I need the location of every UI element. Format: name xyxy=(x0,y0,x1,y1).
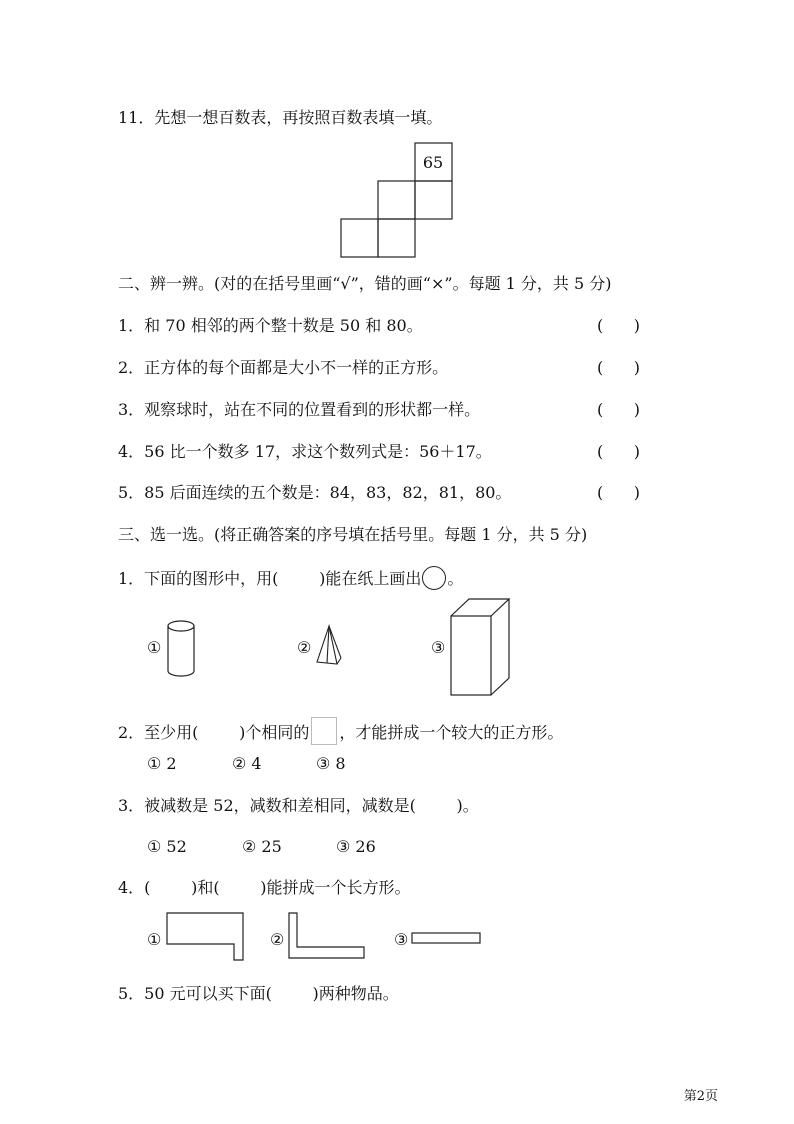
q2-option-1: ① 2 xyxy=(147,754,177,773)
sec2-answer-blank-1[interactable]: ( ) xyxy=(597,316,640,335)
sec2-item-1: 1．和 70 相邻的两个整十数是 50 和 80。 xyxy=(118,316,423,335)
q4-option-1-label: ① xyxy=(147,930,162,949)
q1-option-2-label: ② xyxy=(297,638,312,657)
q3-option-1: ① 52 xyxy=(147,837,187,856)
grid-cell-3 xyxy=(415,181,452,219)
sec3-q4-text: 4．( )和( )能拼成一个长方形。 xyxy=(118,878,411,897)
section3-title: 三、选一选。(将正确答案的序号填在括号里。每题 1 分，共 5 分) xyxy=(118,525,588,544)
sec3-q2-after: ，才能拼成一个较大的正方形。 xyxy=(339,723,564,742)
q11-text: 11．先想一想百数表，再按照百数表填一填。 xyxy=(118,108,443,127)
sec3-q2-before: 2．至少用( )个相同的 xyxy=(118,723,310,742)
cuboid-icon xyxy=(450,598,512,698)
grid-cell-5 xyxy=(378,219,415,257)
thin-bar-icon xyxy=(411,931,483,947)
sec3-q1-text xyxy=(118,566,463,590)
sec2-answer-blank-5[interactable]: ( ) xyxy=(597,483,640,502)
sec3-q5-text: 5．50 元可以买下面( )两种物品。 xyxy=(118,984,399,1003)
q4-option-2-label: ② xyxy=(270,930,285,949)
sec3-q2-text xyxy=(118,717,563,745)
sec2-item-5: 5．85 后面连续的五个数是：84，83，82，81，80。 xyxy=(118,483,512,502)
sec2-item-2: 2．正方体的每个面都是大小不一样的正方形。 xyxy=(118,358,449,377)
sec2-item-3: 3．观察球时，站在不同的位置看到的形状都一样。 xyxy=(118,400,481,419)
l-shape-icon xyxy=(288,912,368,964)
q3-option-3: ③ 26 xyxy=(336,837,376,856)
sec3-q1-question: 1．下面的图形中，用( )能在纸上画出 xyxy=(118,569,422,588)
page-number: 第2页 xyxy=(683,1089,718,1104)
section2-title: 二、辨一辨。(对的在括号里画“√”，错的画“×”。每题 1 分，共 5 分) xyxy=(118,274,612,293)
sec2-answer-blank-4[interactable]: ( ) xyxy=(597,442,640,461)
sec3-q3-text: 3．被减数是 52，减数和差相同，减数是( )。 xyxy=(118,796,479,815)
sec2-answer-blank-3[interactable]: ( ) xyxy=(597,400,640,419)
grid-cell-4 xyxy=(341,219,378,257)
hundred-chart-grid xyxy=(340,140,460,260)
cylinder-icon xyxy=(165,617,199,681)
notched-rectangle-icon xyxy=(166,912,246,964)
circle-shape-icon xyxy=(422,566,446,590)
grid-given-number: 65 xyxy=(422,153,444,172)
sec3-q1-tail: 。 xyxy=(447,569,464,588)
sec2-answer-blank-2[interactable]: ( ) xyxy=(597,358,640,377)
q2-option-2: ② 4 xyxy=(232,754,262,773)
q4-option-3-label: ③ xyxy=(394,930,409,949)
sec2-item-4: 4．56 比一个数多 17，求这个数列式是：56＋17。 xyxy=(118,442,492,461)
q1-option-3-label: ③ xyxy=(431,638,446,657)
q3-option-2: ② 25 xyxy=(242,837,282,856)
cone-icon xyxy=(315,624,343,668)
square-shape-icon xyxy=(311,717,337,745)
q1-option-1-label: ① xyxy=(147,638,162,657)
grid-cell-2 xyxy=(378,181,415,219)
q2-option-3: ③ 8 xyxy=(316,754,346,773)
